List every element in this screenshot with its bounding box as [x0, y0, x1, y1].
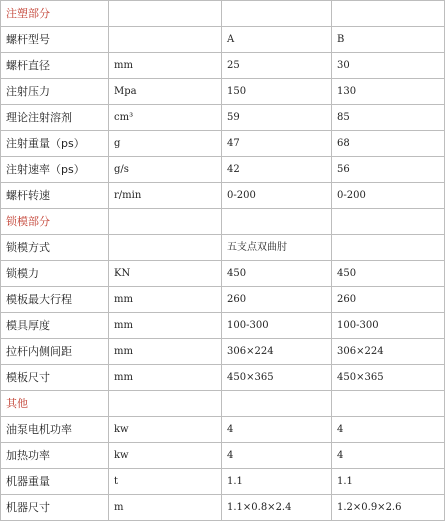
spec-label: 加热功率 — [1, 443, 109, 469]
section-empty-cell — [222, 391, 332, 417]
spec-label: 机器尺寸 — [1, 495, 109, 521]
section-empty-cell — [109, 391, 222, 417]
spec-row — [1, 105, 445, 131]
spec-value-a: 25 — [222, 53, 332, 79]
spec-row — [1, 495, 445, 521]
spec-unit: kw — [109, 443, 222, 469]
spec-value-b: 68 — [332, 131, 445, 157]
spec-value-a: 306×224 — [222, 339, 332, 365]
section-empty-cell — [109, 209, 222, 235]
spec-label: 锁模力 — [1, 261, 109, 287]
spec-label: 模板最大行程 — [1, 287, 109, 313]
section-title: 注塑部分 — [1, 1, 109, 27]
spec-unit: mm — [109, 313, 222, 339]
spec-row — [1, 339, 445, 365]
spec-label: 机器重量 — [1, 469, 109, 495]
spec-value-a: 100-300 — [222, 313, 332, 339]
section-empty-cell — [332, 391, 445, 417]
spec-value-a: 4 — [222, 417, 332, 443]
spec-table-body — [1, 1, 445, 521]
spec-value-b: 4 — [332, 417, 445, 443]
spec-value-b: 1.2×0.9×2.6 — [332, 495, 445, 521]
spec-label: 拉杆内侧间距 — [1, 339, 109, 365]
section-title: 其他 — [1, 391, 109, 417]
spec-unit — [109, 27, 222, 53]
spec-unit: t — [109, 469, 222, 495]
spec-value-b: 1.1 — [332, 469, 445, 495]
spec-row — [1, 131, 445, 157]
spec-unit: cm³ — [109, 105, 222, 131]
spec-value-b: 130 — [332, 79, 445, 105]
spec-value-b: 0-200 — [332, 183, 445, 209]
spec-row — [1, 235, 445, 261]
spec-label: 锁模方式 — [1, 235, 109, 261]
spec-unit: mm — [109, 365, 222, 391]
spec-unit — [109, 235, 222, 261]
spec-row — [1, 53, 445, 79]
spec-label: 理论注射溶剂 — [1, 105, 109, 131]
section-empty-cell — [222, 209, 332, 235]
section-row — [1, 209, 445, 235]
spec-label: 螺杆转速 — [1, 183, 109, 209]
spec-value-b: 4 — [332, 443, 445, 469]
spec-value-a: 150 — [222, 79, 332, 105]
spec-unit: g/s — [109, 157, 222, 183]
spec-unit: m — [109, 495, 222, 521]
spec-unit: kw — [109, 417, 222, 443]
spec-value-a: 1.1×0.8×2.4 — [222, 495, 332, 521]
spec-value-a: 59 — [222, 105, 332, 131]
spec-value-b: 30 — [332, 53, 445, 79]
spec-row — [1, 443, 445, 469]
spec-row — [1, 27, 445, 53]
spec-value-a: 450 — [222, 261, 332, 287]
spec-value-b: 450 — [332, 261, 445, 287]
spec-value-b: 260 — [332, 287, 445, 313]
spec-value-a: 260 — [222, 287, 332, 313]
spec-label: 注射重量（ps） — [1, 131, 109, 157]
spec-row — [1, 183, 445, 209]
spec-value-b: 450×365 — [332, 365, 445, 391]
spec-value-a: 1.1 — [222, 469, 332, 495]
spec-label: 模板尺寸 — [1, 365, 109, 391]
section-empty-cell — [332, 209, 445, 235]
spec-unit: mm — [109, 339, 222, 365]
spec-value-b: 56 — [332, 157, 445, 183]
spec-value-b: B — [332, 27, 445, 53]
spec-row — [1, 79, 445, 105]
spec-label: 模具厚度 — [1, 313, 109, 339]
spec-label: 油泵电机功率 — [1, 417, 109, 443]
spec-label: 注射速率（ps） — [1, 157, 109, 183]
spec-row — [1, 287, 445, 313]
spec-unit: mm — [109, 53, 222, 79]
spec-label: 注射压力 — [1, 79, 109, 105]
section-empty-cell — [332, 1, 445, 27]
spec-row — [1, 313, 445, 339]
section-row — [1, 1, 445, 27]
spec-row — [1, 365, 445, 391]
spec-value-a: 450×365 — [222, 365, 332, 391]
spec-value-a: A — [222, 27, 332, 53]
spec-unit: r/min — [109, 183, 222, 209]
spec-unit: Mpa — [109, 79, 222, 105]
section-empty-cell — [222, 1, 332, 27]
spec-label: 螺杆直径 — [1, 53, 109, 79]
spec-row — [1, 261, 445, 287]
section-row — [1, 391, 445, 417]
spec-value-a: 47 — [222, 131, 332, 157]
spec-unit: g — [109, 131, 222, 157]
spec-label: 螺杆型号 — [1, 27, 109, 53]
section-title: 锁模部分 — [1, 209, 109, 235]
section-empty-cell — [109, 1, 222, 27]
spec-value-a: 42 — [222, 157, 332, 183]
spec-value-a: 0-200 — [222, 183, 332, 209]
spec-unit: KN — [109, 261, 222, 287]
spec-row — [1, 157, 445, 183]
spec-value-a: 4 — [222, 443, 332, 469]
spec-row — [1, 469, 445, 495]
spec-unit: mm — [109, 287, 222, 313]
spec-row — [1, 417, 445, 443]
spec-value-b: 306×224 — [332, 339, 445, 365]
spec-value-a: 五支点双曲肘 — [222, 235, 332, 261]
spec-value-b: 85 — [332, 105, 445, 131]
spec-value-b: 100-300 — [332, 313, 445, 339]
spec-value-b — [332, 235, 445, 261]
